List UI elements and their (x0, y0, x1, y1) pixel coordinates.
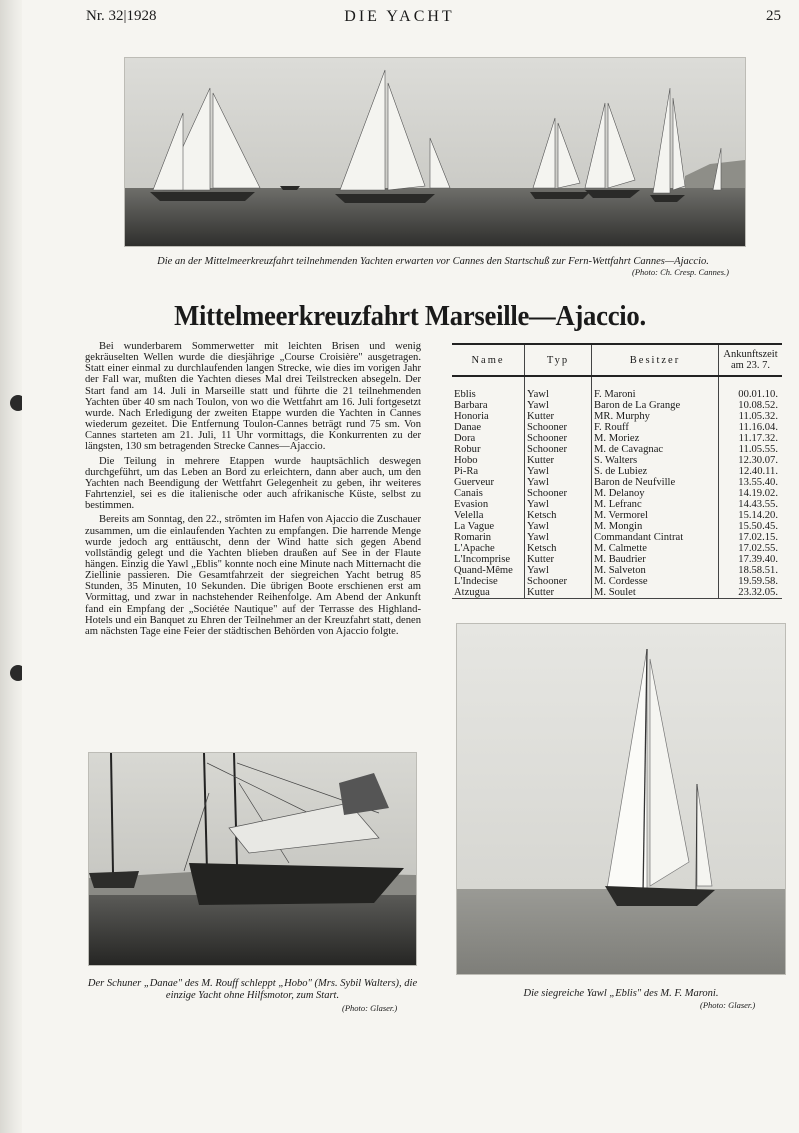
yacht-type-cell: Yawl (525, 376, 592, 400)
photo-yawl-eblis (456, 623, 786, 975)
table-row (452, 521, 782, 532)
yacht-name-cell: Canais (454, 488, 483, 499)
owner-cell: MR. Murphy (592, 411, 719, 422)
table-row (452, 422, 782, 433)
table-row (452, 433, 782, 444)
arrival-time-cell: 12.40.11. (719, 466, 783, 477)
owner-cell: F. Rouff (592, 422, 719, 433)
arrival-time-cell: 17.02.55. (719, 543, 783, 554)
yacht-type-cell: Yawl (525, 466, 592, 477)
table-row (452, 510, 782, 521)
owner-cell: F. Maroni (592, 376, 719, 400)
owner-cell: M. Soulet (592, 587, 719, 599)
arrival-time-cell: 17.02.15. (719, 532, 783, 543)
arrival-time-cell: 11.17.32. (719, 433, 783, 444)
yacht-name-cell: L'Indecise (454, 576, 498, 587)
yacht-name-cell: Romarin (454, 532, 492, 543)
eblis-photo-credit: (Photo: Glaser.) (700, 1000, 756, 1010)
yacht-type-cell: Kutter (525, 411, 592, 422)
owner-cell: M. de Cavagnac (592, 444, 719, 455)
yacht-type-cell: Schooner (525, 576, 592, 587)
article-body (85, 341, 421, 640)
arrival-time-cell: 11.16.04. (719, 422, 783, 433)
arrival-time-cell: 18.58.51. (719, 565, 783, 576)
table-row (452, 543, 782, 554)
yacht-type-cell: Yawl (525, 499, 592, 510)
top-photo-credit: (Photo: Ch. Cresp. Cannes.) (632, 267, 729, 277)
photo-schooner-danae-towing (88, 752, 417, 966)
table-row (452, 499, 782, 510)
danae-photo-credit: (Photo: Glaser.) (342, 1003, 398, 1013)
arrival-time-cell: 11.05.55. (719, 444, 783, 455)
yacht-type-cell: Kutter (525, 587, 592, 599)
yacht-name-cell: La Vague (454, 521, 495, 532)
arrival-time-cell: 13.55.40. (719, 477, 783, 488)
page-edge (0, 0, 22, 1133)
arrival-time-cell: 23.32.05. (719, 587, 783, 599)
arrival-time-cell: 14.43.55. (719, 499, 783, 510)
top-photo-yachts-cannes (124, 57, 746, 247)
table-row (452, 488, 782, 499)
yacht-type-cell: Schooner (525, 488, 592, 499)
table-row (452, 576, 782, 587)
table-row (452, 565, 782, 576)
table-row (452, 554, 782, 565)
yacht-name-cell: Pi-Ra (454, 466, 479, 477)
yacht-name-cell: Atzugua (454, 587, 490, 598)
danae-photo-caption: Der Schuner „Danae" des M. Rouff schleppt „Hobo" (Mrs. Sybil Walters), die einzige Yacht ohne Hilfsmotor, zum Start. (87, 978, 418, 1001)
arrival-time-cell: 14.19.02. (719, 488, 783, 499)
owner-cell: M. Lefranc (592, 499, 719, 510)
top-photo-caption: Die an der Mittelmeerkreuzfahrt teilnehmenden Yachten erwarten vor Cannes den Startschuß zur Fern-Wettfahrt Cannes—Ajaccio. (157, 256, 709, 267)
table-row (452, 587, 782, 599)
table-row (452, 466, 782, 477)
arrival-time-cell: 10.08.52. (719, 400, 783, 411)
table-row (452, 477, 782, 488)
yacht-name-cell: Quand-Même (454, 565, 513, 576)
yacht-type-cell: Yawl (525, 521, 592, 532)
article-title: Mittelmeerkreuzfahrt Marseille—Ajaccio. (174, 300, 646, 332)
yacht-name-cell: Velella (454, 510, 484, 521)
arrival-time-cell: 00.01.10. (719, 376, 783, 400)
table-row (452, 376, 782, 400)
yacht-type-cell: Kutter (525, 554, 592, 565)
yacht-name-cell: L'Incomprise (454, 554, 511, 565)
yacht-name-cell: L'Apache (454, 543, 495, 554)
yacht-name-cell: Eblis (454, 389, 476, 400)
yacht-name-cell: Robur (454, 444, 481, 455)
issue-number: Nr. 32|1928 (86, 8, 157, 24)
yacht-type-cell: Schooner (525, 422, 592, 433)
table-row (452, 400, 782, 411)
owner-cell: M. Salveton (592, 565, 719, 576)
owner-cell: S. de Lubiez (592, 466, 719, 477)
owner-cell: M. Delanoy (592, 488, 719, 499)
owner-cell: M. Moriez (592, 433, 719, 444)
results-table (452, 343, 782, 599)
arrival-time-cell: 11.05.32. (719, 411, 783, 422)
yacht-name-cell: Evasion (454, 499, 489, 510)
table-row (452, 455, 782, 466)
owner-cell: Baron de Neufville (592, 477, 719, 488)
magazine-title: DIE YACHT (344, 8, 455, 25)
owner-cell: Commandant Cintrat (592, 532, 719, 543)
article-paragraph: Die Teilung in mehrere Etappen wurde hauptsächlich deswegen durchgeführt, um das Leben an Bord zu erleichtern, dann aber auch, um den Yachten nach Beendigung der Wettfahrt Gelegenheit zu geben, ihr weiteres Fahrtenziel, sei es die italienische oder auch afrikanische Küste, selbst zu bestimmen. (85, 455, 421, 512)
column-header-owner: Besitzer (592, 344, 719, 376)
owner-cell: M. Mongin (592, 521, 719, 532)
yacht-type-cell: Yawl (525, 532, 592, 543)
column-header-name: Name (452, 344, 525, 376)
yacht-name-cell: Danae (454, 422, 482, 433)
page-number: 25 (766, 8, 781, 24)
table-row (452, 444, 782, 455)
article-paragraph: Bereits am Sonntag, den 22., strömten im Hafen von Ajaccio die Zuschauer zusammen, um die einlaufenden Yachten zu empfangen. Die harrende Menge wurde jedoch arg enttäuscht, denn der Wind hatte sich gegen Abend vollständig gelegt und die Yachten blieben draußen auf See in der Flaute hängen. Einzig die Yawl „Eblis" konnte noch eine Minute nach Mitternacht die Ziellinie passieren. Die Gesamtfahrzeit der siegreichen Yacht betrug 85 Stunden, 35 Minuten, 10 Sekunden. Die übrigen Boote erschienen erst am Vormittag, und zwar in nachstehender Reihenfolge. Am Abend der Ankunft fand ein Empfang der „Sociétée Nautique" auf der Terrasse des Highland-Hotels und ein Banquet zu Ehren der Teilnehmer an der Kreuzfahrt statt, denen am nächsten Tage eine Feier der städtischen Behörden von Ajaccio folgte. (85, 514, 421, 637)
yacht-type-cell: Ketsch (525, 510, 592, 521)
yacht-name-cell: Dora (454, 433, 476, 444)
owner-cell: M. Baudrier (592, 554, 719, 565)
yacht-type-cell: Yawl (525, 477, 592, 488)
arrival-time-cell: 12.30.07. (719, 455, 783, 466)
yacht-name-cell: Hobo (454, 455, 478, 466)
table-row (452, 411, 782, 422)
yacht-type-cell: Schooner (525, 433, 592, 444)
arrival-time-cell: 15.14.20. (719, 510, 783, 521)
yacht-type-cell: Kutter (525, 455, 592, 466)
column-header-type: Typ (525, 344, 592, 376)
owner-cell: M. Cordesse (592, 576, 719, 587)
yacht-name-cell: Barbara (454, 400, 488, 411)
eblis-photo-caption: Die siegreiche Yawl „Eblis" des M. F. Maroni. (523, 988, 719, 999)
arrival-time-cell: 17.39.40. (719, 554, 783, 565)
arrival-time-cell: 19.59.58. (719, 576, 783, 587)
table-row (452, 532, 782, 543)
article-paragraph: Bei wunderbarem Sommerwetter mit leichten Brisen und wenig gekräuselten Wellen wurde die diesjährige „Course Croisière" ausgetragen. Statt einer einmal zu durchlaufenden langen Strecke, wie dies im vorigen Jahr der Fall war, mußten die Yachten dieses Mal drei Teilstrecken absegeln. Der Start fand am 14. Juli in Marseille statt und führte die 21 teilnehmenden Yachten über 40 sm nach Toulon, von wo die Wettfahrt am 16. Juli fortgesetzt wurde. Nach Erledigung der zweiten Etappe wurden die Yachten in Cannes wiederum gezeitet. Die Entfernung Toulon-Cannes beträgt rund 75 sm. Von Cannes starteten am 21. Juli, 11 Uhr vormittags, die Konkurrenten zu der längsten, 130 sm betragenden Strecke Cannes—Ajaccio. (85, 341, 421, 453)
yacht-name-cell: Guerveur (454, 477, 495, 488)
owner-cell: M. Calmette (592, 543, 719, 554)
yacht-type-cell: Schooner (525, 444, 592, 455)
arrival-time-cell: 15.50.45. (719, 521, 783, 532)
yacht-type-cell: Ketsch (525, 543, 592, 554)
yacht-type-cell: Yawl (525, 400, 592, 411)
owner-cell: M. Vermorel (592, 510, 719, 521)
column-header-arrival: Ankunftszeit am 23. 7. (719, 344, 783, 376)
owner-cell: S. Walters (592, 455, 719, 466)
owner-cell: Baron de La Grange (592, 400, 719, 411)
yacht-type-cell: Yawl (525, 565, 592, 576)
yacht-name-cell: Honoria (454, 411, 489, 422)
